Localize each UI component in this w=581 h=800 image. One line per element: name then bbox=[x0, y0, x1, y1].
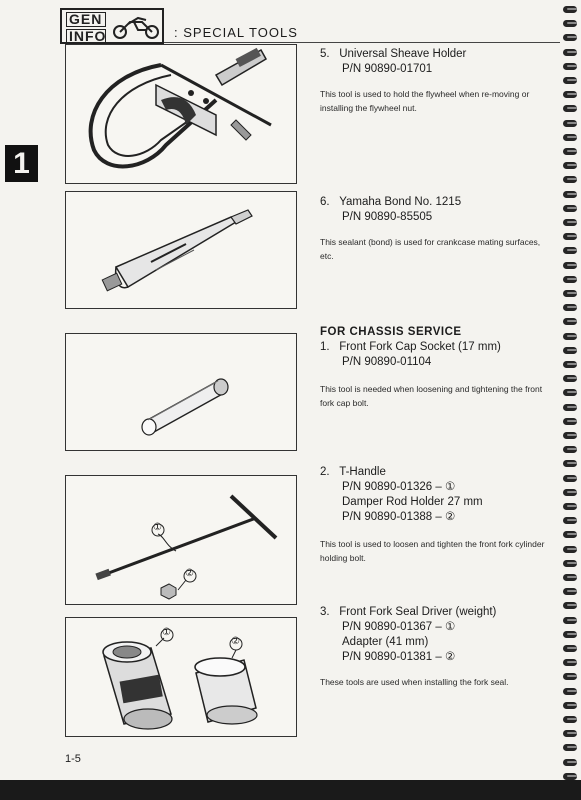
page-number: 1-5 bbox=[65, 753, 81, 765]
binding-coil-highlight bbox=[567, 732, 577, 734]
sheave-holder-illustration bbox=[65, 44, 297, 184]
page-title: : SPECIAL TOOLS bbox=[174, 25, 298, 40]
gen-info-logo bbox=[60, 8, 164, 44]
binding-coil-highlight bbox=[567, 264, 577, 266]
bottom-scan-edge bbox=[0, 780, 581, 800]
item-name: Front Fork Cap Socket (17 mm) bbox=[339, 341, 501, 353]
item-chassis-2 bbox=[320, 465, 550, 565]
item-description: This tool is used to hold the flywheel when re-moving or installing the flywheel nut. bbox=[320, 89, 530, 113]
section-heading: FOR CHASSIS SERVICE bbox=[320, 326, 462, 338]
binding-coil-highlight bbox=[567, 278, 577, 280]
item-part-number: P/N 90890-01381 – ② bbox=[342, 651, 456, 663]
item-name: Universal Sheave Holder bbox=[339, 48, 467, 60]
binding-coil-highlight bbox=[567, 150, 577, 152]
item-subtool-name: Damper Rod Holder 27 mm bbox=[342, 496, 483, 508]
item-5 bbox=[320, 47, 550, 115]
binding-coil-highlight bbox=[567, 661, 577, 663]
binding-coil-highlight bbox=[567, 235, 577, 237]
callout-1: ① bbox=[153, 522, 162, 533]
item-subtool-name: Adapter (41 mm) bbox=[342, 636, 429, 648]
callout-2: ② bbox=[185, 568, 194, 579]
binding-coil-highlight bbox=[567, 718, 577, 720]
binding-coil-highlight bbox=[567, 434, 577, 436]
binding-coil-highlight bbox=[567, 690, 577, 692]
binding-coil-highlight bbox=[567, 164, 577, 166]
binding-coil-highlight bbox=[567, 93, 577, 95]
binding-coil-highlight bbox=[567, 448, 577, 450]
binding-coil-highlight bbox=[567, 477, 577, 479]
binding-coil-highlight bbox=[567, 377, 577, 379]
chapter-tab: 1 bbox=[5, 145, 38, 182]
binding-coil-highlight bbox=[567, 505, 577, 507]
binding-coil-highlight bbox=[567, 519, 577, 521]
binding-coil-highlight bbox=[567, 122, 577, 124]
binding-coil-highlight bbox=[567, 562, 577, 564]
item-part-number: P/N 90890-01326 – ① bbox=[342, 481, 456, 493]
binding-coil-highlight bbox=[567, 292, 577, 294]
item-part-number: P/N 90890-85505 bbox=[342, 211, 433, 223]
item-part-number: P/N 90890-01367 – ① bbox=[342, 621, 456, 633]
binding-coil-highlight bbox=[567, 363, 577, 365]
item-name: Front Fork Seal Driver (weight) bbox=[339, 606, 497, 618]
item-chassis-3 bbox=[320, 605, 550, 689]
binding-coil-highlight bbox=[567, 65, 577, 67]
item-number: 1. bbox=[320, 341, 330, 353]
binding-coil-highlight bbox=[567, 22, 577, 24]
item-description: These tools are used when installing the fork seal. bbox=[320, 677, 509, 687]
binding-coil-highlight bbox=[567, 548, 577, 550]
callout-1: ① bbox=[162, 627, 171, 638]
binding-coil-highlight bbox=[567, 349, 577, 351]
item-description: This sealant (bond) is used for crankcase mating surfaces, etc. bbox=[320, 237, 541, 261]
item-number: 3. bbox=[320, 606, 330, 618]
item-number: 6. bbox=[320, 196, 330, 208]
item-chassis-1 bbox=[320, 340, 550, 410]
logo-gen-text: GEN bbox=[66, 12, 106, 27]
binding-coil-highlight bbox=[567, 136, 577, 138]
binding-coil-highlight bbox=[567, 775, 577, 777]
binding-coil-highlight bbox=[567, 647, 577, 649]
header-rule bbox=[164, 42, 560, 43]
binding-coil-highlight bbox=[567, 306, 577, 308]
item-part-number: P/N 90890-01701 bbox=[342, 63, 433, 75]
fork-cap-socket-illustration bbox=[65, 333, 297, 451]
binding-coil-highlight bbox=[567, 335, 577, 337]
binding-coil-highlight bbox=[567, 491, 577, 493]
item-part-number: P/N 90890-01388 – ② bbox=[342, 511, 456, 523]
binding-coil-highlight bbox=[567, 79, 577, 81]
item-description: This tool is needed when loosening and tightening the front fork cap bolt. bbox=[320, 384, 543, 408]
binding-coil-highlight bbox=[567, 420, 577, 422]
item-6 bbox=[320, 195, 550, 263]
binding-coil-highlight bbox=[567, 406, 577, 408]
motorcycle-icon bbox=[110, 14, 162, 40]
spiral-binding bbox=[563, 0, 581, 780]
binding-coil-highlight bbox=[567, 704, 577, 706]
fork-seal-driver-illustration bbox=[65, 617, 297, 737]
item-name: T-Handle bbox=[339, 466, 386, 478]
item-number: 5. bbox=[320, 48, 330, 60]
item-number: 2. bbox=[320, 466, 330, 478]
binding-coil-highlight bbox=[567, 207, 577, 209]
t-handle-illustration bbox=[65, 475, 297, 605]
item-description: This tool is used to loosen and tighten the front fork cylinder holding bolt. bbox=[320, 539, 545, 563]
binding-coil-highlight bbox=[567, 590, 577, 592]
binding-coil-highlight bbox=[567, 761, 577, 763]
binding-coil-highlight bbox=[567, 576, 577, 578]
binding-coil-highlight bbox=[567, 193, 577, 195]
binding-coil-highlight bbox=[567, 221, 577, 223]
binding-coil-highlight bbox=[567, 51, 577, 53]
item-part-number: P/N 90890-01104 bbox=[342, 356, 432, 368]
binding-coil-highlight bbox=[567, 633, 577, 635]
callout-2: ② bbox=[231, 636, 240, 647]
yamaha-bond-illustration bbox=[65, 191, 297, 309]
binding-coil-highlight bbox=[567, 8, 577, 10]
item-name: Yamaha Bond No. 1215 bbox=[339, 196, 462, 208]
logo-info-text: INFO bbox=[66, 29, 106, 44]
binding-coil-highlight bbox=[567, 619, 577, 621]
